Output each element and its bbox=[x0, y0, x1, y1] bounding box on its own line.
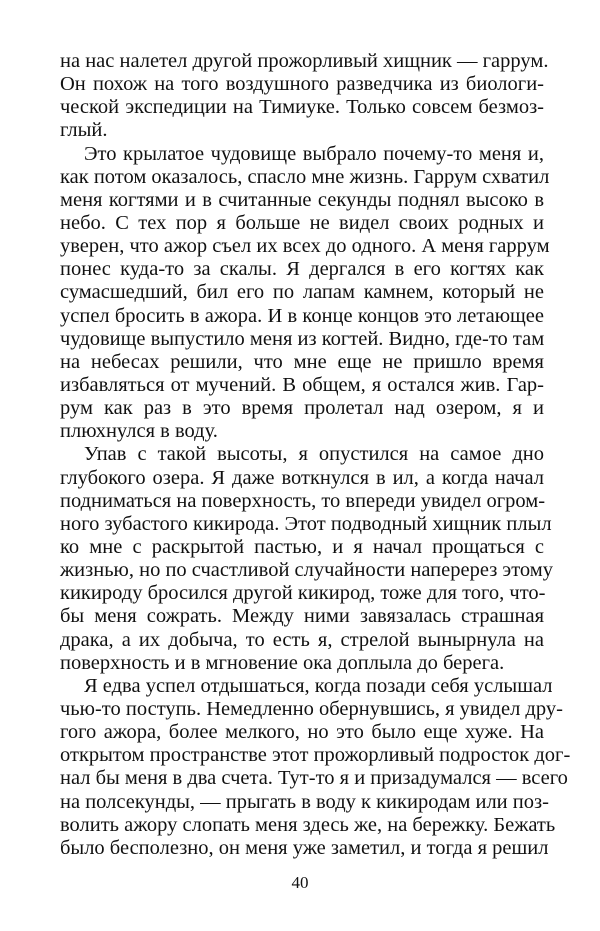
text-line: подниматься на поверхность, то впереди увидел огром- bbox=[60, 489, 546, 512]
text-line: чудовище выпустило меня из когтей. Видно, где-то там bbox=[60, 327, 545, 350]
text-line: уверен, что ажор съел их всех до одного. А меня гаррум bbox=[60, 235, 550, 258]
text-line: волить ажору слопать меня здесь же, на бережку. Бежать bbox=[60, 813, 556, 836]
text-line: открытом пространстве этот прожорливый подросток дог- bbox=[60, 744, 571, 767]
text-line: на нас налетел другой прожорливый хищник — гаррум. bbox=[60, 50, 549, 72]
text-line: драка, а их добыча, то есть я, стрелой вынырнула на bbox=[60, 628, 544, 651]
text-line: поверхность и в мгновение ока доплыла до берега. bbox=[60, 651, 505, 674]
text-line: плюхнулся в воду. bbox=[60, 420, 218, 443]
text-line: рум как раз в это время пролетал над озером, я и bbox=[60, 397, 544, 420]
text-line: ческой экспедиции на Тимиуке. Только совсем безмоз- bbox=[60, 96, 544, 119]
text-line: на полсекунды, — прыгать в воду к кикиродам или поз- bbox=[60, 790, 549, 813]
text-line: меня когтями и в считанные секунды поднял высоко в bbox=[60, 188, 544, 211]
text-line: сумасшедший, бил его по лапам камнем, который не bbox=[60, 281, 544, 304]
text-line: жизнью, но по счастливой случайности наперерез этому bbox=[60, 559, 553, 582]
text-line: понес куда-то за скалы. Я дергался в его когтях как bbox=[60, 258, 544, 281]
text-line: Я едва успел отдышаться, когда позади себя услышал bbox=[84, 674, 553, 697]
text-line: Он похож на того воздушного разведчика из биологи- bbox=[60, 73, 544, 96]
text-line: бы меня сожрать. Между ними завязалась страшная bbox=[60, 605, 544, 628]
text-line: избавляться от мучений. В общем, я остался жив. Гар- bbox=[60, 374, 544, 396]
text-line: небо. С тех пор я больше не видел своих родных и bbox=[60, 212, 544, 234]
text-line: успел бросить в ажора. И в конце концов это летающее bbox=[60, 304, 544, 327]
text-line: ного зубастого кикирода. Этот подводный хищник плыл bbox=[60, 512, 552, 535]
text-line: Это крылатое чудовище выбрало почему-то меня и, bbox=[84, 142, 544, 165]
text-line: глый. bbox=[60, 119, 108, 142]
text-line: Упав с такой высоты, я опустился на самое дно bbox=[84, 443, 544, 466]
text-line: нал бы меня в два счета. Тут-то я и призадумался — всего bbox=[60, 767, 568, 790]
text-line: глубокого озера. Я даже воткнулся в ил, а когда начал bbox=[60, 466, 544, 489]
text-line: как потом оказалось, спасло мне жизнь. Гаррум схватил bbox=[60, 165, 550, 188]
text-line: на небесах решили, что мне еще не пришло время bbox=[60, 350, 544, 373]
text-line: гого ажора, более мелкого, но это было еще хуже. На bbox=[60, 721, 544, 744]
text-line: чью-то поступь. Немедленно обернувшись, я увидел дру- bbox=[60, 698, 563, 720]
page-number: 40 bbox=[291, 873, 309, 892]
text-line: ко мне с раскрытой пастью, и я начал прощаться с bbox=[60, 536, 544, 558]
text-line: кикироду бросился другой кикирод, тоже для того, что- bbox=[60, 582, 546, 605]
text-line: было бесполезно, он меня уже заметил, и тогда я решил bbox=[60, 836, 549, 859]
